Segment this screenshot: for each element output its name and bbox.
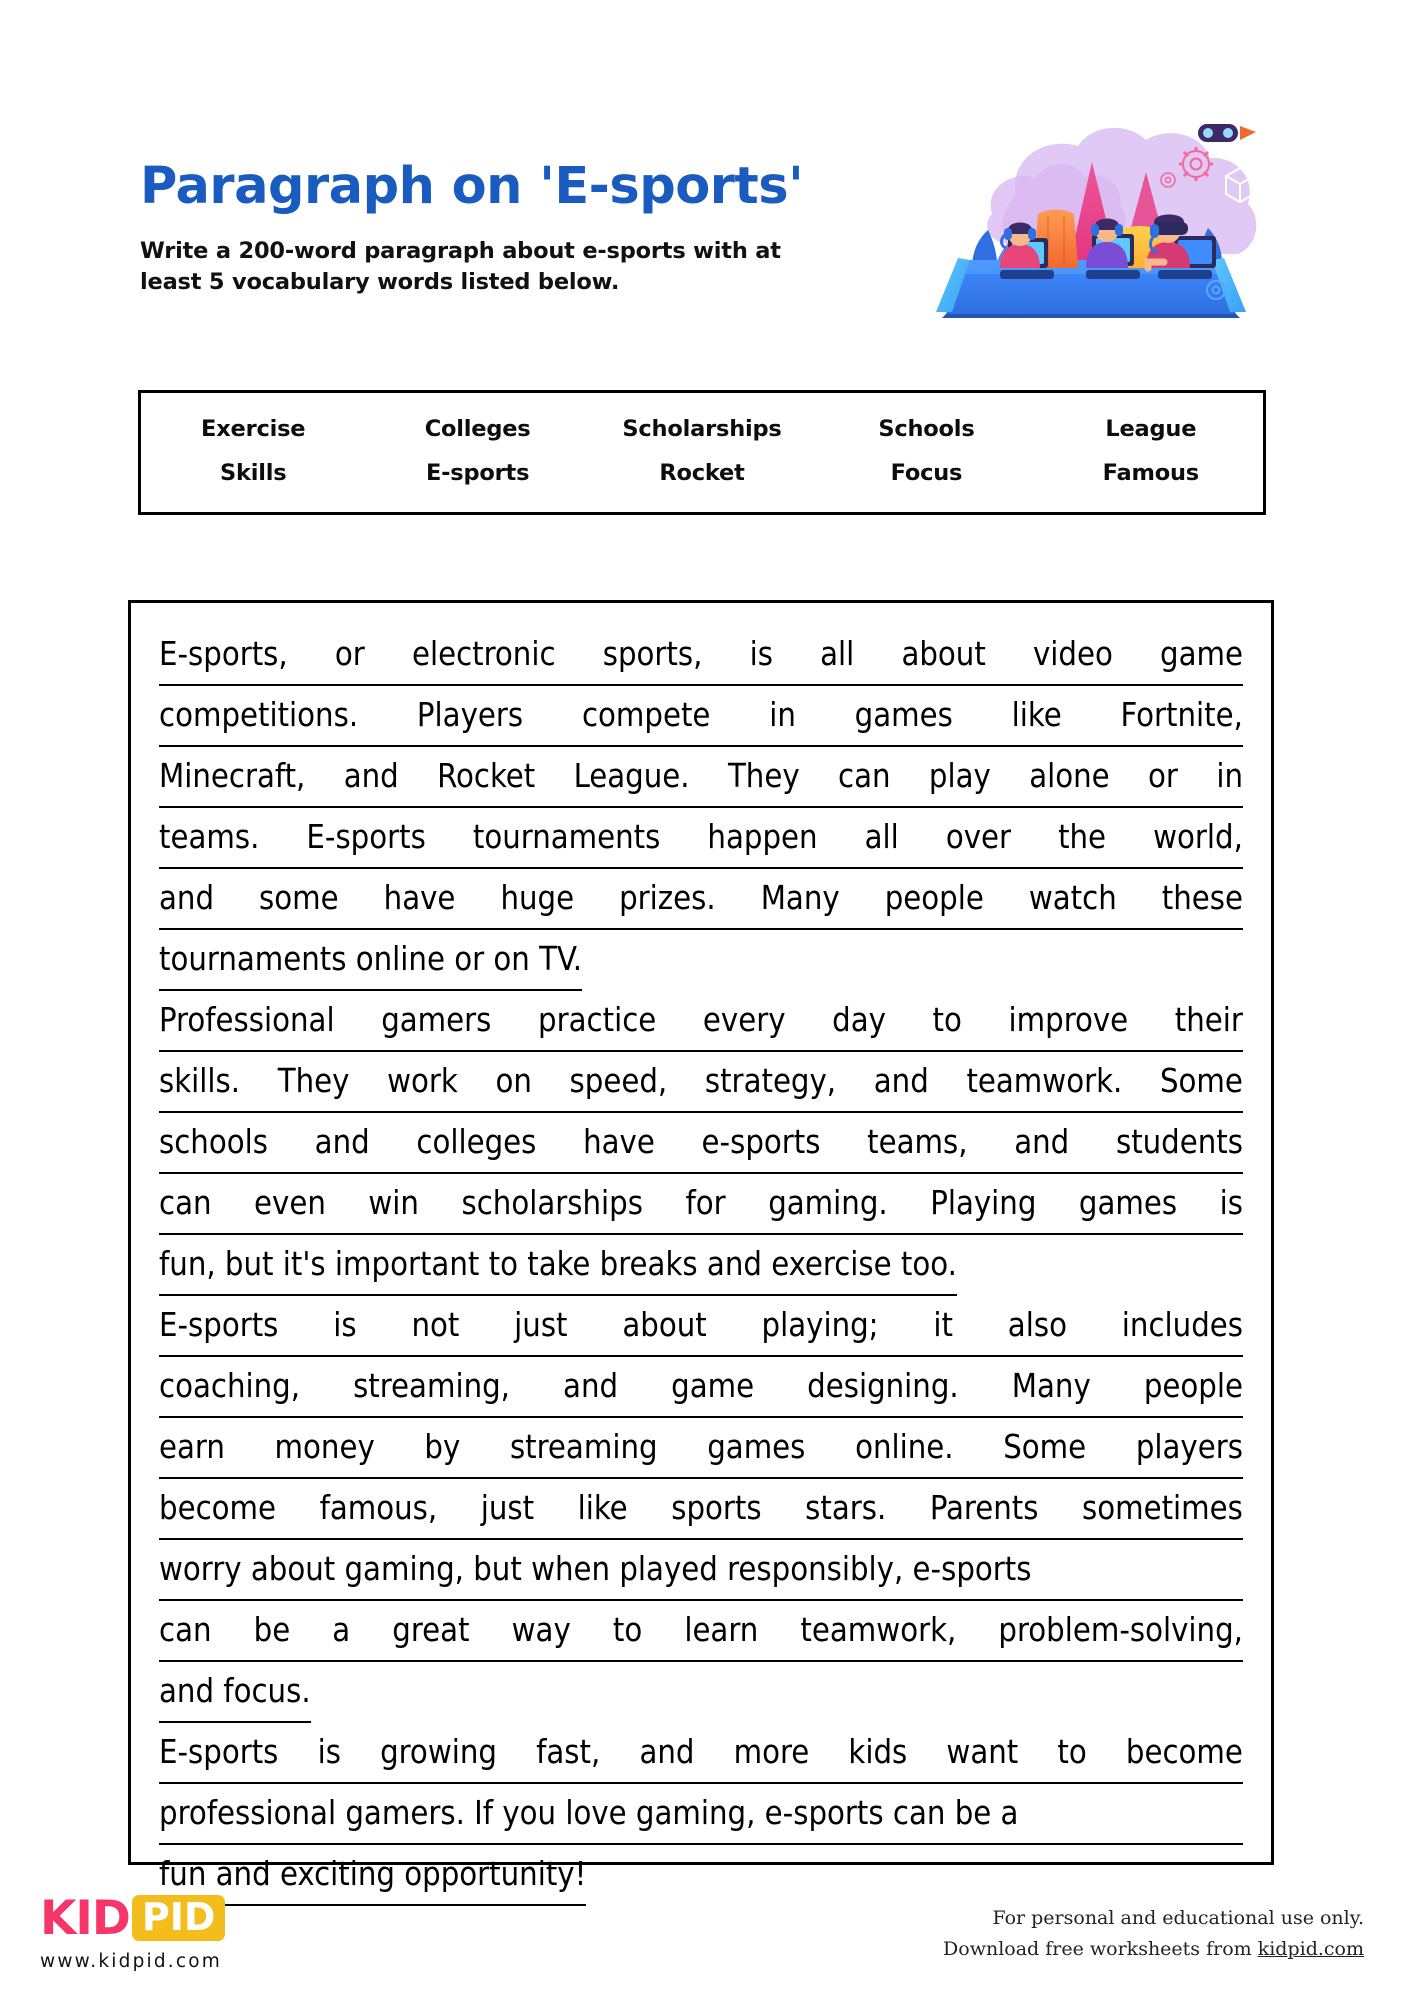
answer-word: or: [334, 635, 365, 673]
answer-word: Fortnite,: [1120, 696, 1243, 734]
answer-word: all: [820, 635, 855, 673]
answer-word: improve: [1008, 1001, 1129, 1039]
answer-word: Playing: [930, 1184, 1037, 1222]
answer-line: [159, 1479, 1243, 1540]
answer-word: and: [314, 1123, 370, 1161]
answer-word: not: [411, 1306, 460, 1344]
answer-word: coaching,: [159, 1367, 300, 1405]
answer-word: teams,: [867, 1123, 968, 1161]
answer-word: teamwork.: [966, 1062, 1123, 1100]
answer-word: Some: [1003, 1428, 1087, 1466]
answer-word: to: [612, 1611, 643, 1649]
answer-word: Many: [760, 879, 840, 917]
answer-line: [159, 1296, 1243, 1357]
answer-word: problem-solving,: [998, 1611, 1243, 1649]
esports-gamers-illustration: [896, 118, 1286, 318]
answer-line: [159, 1357, 1243, 1418]
vocab-word: Skills: [219, 459, 287, 486]
answer-word: sometimes: [1082, 1489, 1243, 1527]
answer-word: have: [583, 1123, 655, 1161]
answer-line: professional gamers. If you love gaming, e-sports can be a: [159, 1784, 1243, 1845]
answer-word: and: [639, 1733, 695, 1771]
answer-word: by: [424, 1428, 461, 1466]
answer-word: more: [733, 1733, 810, 1771]
answer-paragraph: [159, 991, 1243, 1296]
answer-word: E-sports,: [159, 635, 288, 673]
answer-word: speed,: [569, 1062, 668, 1100]
answer-word: and: [159, 879, 215, 917]
answer-word: learn: [684, 1611, 759, 1649]
answer-word: just: [514, 1306, 568, 1344]
answer-word: sports: [671, 1489, 762, 1527]
answer-line: [159, 1601, 1243, 1662]
vr-badge-icon: [1198, 124, 1256, 142]
answer-word: and: [1014, 1123, 1070, 1161]
answer-word: and: [563, 1367, 619, 1405]
answer-word: games: [1078, 1184, 1178, 1222]
answer-word: and: [873, 1062, 929, 1100]
vr-headset-icon: [1154, 222, 1188, 235]
answer-word: money: [274, 1428, 375, 1466]
answer-line: [159, 747, 1243, 808]
answer-word: electronic: [411, 635, 556, 673]
vocab-word: Scholarships: [622, 415, 782, 442]
answer-word: skills.: [159, 1062, 241, 1100]
answer-word: Rocket: [437, 757, 536, 795]
answer-word: in: [1216, 757, 1243, 795]
answer-word: players: [1135, 1428, 1243, 1466]
answer-word: Professional: [159, 1001, 335, 1039]
answer-word: online.: [855, 1428, 954, 1466]
keyboard-1-icon: [1000, 270, 1054, 279]
answer-line: [159, 869, 1243, 930]
answer-word: is: [317, 1733, 341, 1771]
answer-word: earn: [159, 1428, 225, 1466]
answer-word: famous,: [319, 1489, 438, 1527]
answer-word: practice: [538, 1001, 657, 1039]
answer-word: Minecraft,: [159, 757, 306, 795]
vocab-word: E-sports: [425, 459, 530, 486]
answer-word: play: [928, 757, 991, 795]
answer-writing-area[interactable]: [128, 600, 1274, 1893]
vocab-word: Schools: [878, 415, 975, 442]
answer-word: their: [1174, 1001, 1243, 1039]
answer-word: can: [838, 757, 891, 795]
answer-line: [159, 991, 1243, 1052]
title-block: [140, 157, 860, 299]
answer-word: includes: [1121, 1306, 1243, 1344]
answer-word: win: [368, 1184, 419, 1222]
answer-word: E-sports: [159, 1306, 279, 1344]
answer-word: game: [671, 1367, 755, 1405]
answer-line: [159, 1723, 1243, 1784]
answer-word: prizes.: [619, 879, 716, 917]
answer-line-wrap: [159, 1662, 1243, 1723]
answer-word: E-sports: [159, 1733, 279, 1771]
vocabulary-row-2: [141, 451, 1263, 495]
answer-word: teamwork,: [800, 1611, 957, 1649]
answer-line: [159, 1113, 1243, 1174]
answer-word: just: [480, 1489, 535, 1527]
answer-word: the: [1058, 818, 1107, 856]
answer-word: students: [1115, 1123, 1243, 1161]
answer-word: streaming: [509, 1428, 658, 1466]
answer-word: a: [332, 1611, 351, 1649]
answer-line: fun and exciting opportunity!: [159, 1845, 586, 1906]
answer-word: these: [1161, 879, 1243, 917]
answer-word: games: [707, 1428, 806, 1466]
answer-word: E-sports: [306, 818, 426, 856]
answer-word: playing;: [761, 1306, 879, 1344]
answer-word: and: [343, 757, 399, 795]
answer-line: worry about gaming, but when played responsibly, e-sports: [159, 1540, 1243, 1601]
answer-word: on: [495, 1062, 532, 1100]
logo-url: www.kidpid.com: [40, 1951, 222, 1972]
answer-word: even: [254, 1184, 326, 1222]
answer-line: fun, but it's important to take breaks and exercise too.: [159, 1235, 957, 1296]
answer-word: way: [511, 1611, 571, 1649]
answer-word: like: [577, 1489, 628, 1527]
answer-line: [159, 1174, 1243, 1235]
answer-word: streaming,: [353, 1367, 510, 1405]
vocab-word: Famous: [1102, 459, 1199, 486]
answer-word: stars.: [805, 1489, 887, 1527]
answer-line-wrap: [159, 930, 1243, 991]
answer-word: colleges: [416, 1123, 537, 1161]
answer-word: can: [159, 1184, 212, 1222]
answer-word: sports,: [602, 635, 703, 673]
footer-note-prefix: Download free worksheets from: [943, 1937, 1258, 1960]
kidpid-logo[interactable]: [40, 1892, 460, 1972]
answer-word: They: [277, 1062, 350, 1100]
answer-word: growing: [380, 1733, 497, 1771]
answer-line: and focus.: [159, 1662, 311, 1723]
keyboard-2-icon: [1086, 270, 1140, 279]
vocab-word: Colleges: [424, 415, 531, 442]
answer-word: every: [702, 1001, 786, 1039]
worksheet-instructions: Write a 200-word paragraph about e-sports with at least 5 vocabulary words listed below.: [140, 237, 781, 296]
answer-word: Some: [1159, 1062, 1243, 1100]
answer-word: is: [1219, 1184, 1243, 1222]
answer-word: day: [832, 1001, 886, 1039]
answer-word: is: [333, 1306, 357, 1344]
answer-word: all: [864, 818, 899, 856]
answer-word: like: [1011, 696, 1062, 734]
logo-mark: [40, 1892, 460, 1944]
footer-note-line-2: [943, 1934, 1364, 1964]
answer-word: tournaments: [472, 818, 661, 856]
answer-word: some: [259, 879, 339, 917]
vocab-word: Exercise: [201, 415, 306, 442]
answer-word: Many: [1011, 1367, 1091, 1405]
vocab-word: Rocket: [659, 459, 745, 486]
answer-word: games: [854, 696, 953, 734]
answer-word: League.: [573, 757, 690, 795]
answer-word: competitions.: [159, 696, 359, 734]
answer-word: have: [383, 879, 456, 917]
footer-note-line-1: For personal and educational use only.: [992, 1907, 1364, 1930]
answer-word: become: [159, 1489, 277, 1527]
vocabulary-row-1: [141, 407, 1263, 451]
answer-word: Players: [416, 696, 524, 734]
answer-word: game: [1160, 635, 1243, 673]
answer-line: [159, 625, 1243, 686]
answer-word: or: [1148, 757, 1178, 795]
answer-word: happen: [707, 818, 818, 856]
worksheet-footer: [0, 1860, 1414, 2000]
vocab-word: Focus: [890, 459, 963, 486]
vocabulary-word-bank: [138, 390, 1266, 515]
answer-word: alone: [1029, 757, 1110, 795]
answer-word: strategy,: [704, 1062, 837, 1100]
answer-word: to: [932, 1001, 962, 1039]
page-title: Paragraph on 'E-sports': [140, 157, 804, 216]
vocab-word: League: [1105, 415, 1197, 442]
footer-usage-note: [943, 1903, 1364, 1964]
answer-line: [159, 1052, 1243, 1113]
answer-word: to: [1057, 1733, 1087, 1771]
answer-word: want: [946, 1733, 1019, 1771]
desk-base-icon: [942, 314, 1240, 318]
answer-line: [159, 808, 1243, 869]
keyboard-3-icon: [1158, 270, 1212, 279]
answer-word: about: [901, 635, 986, 673]
answer-word: it: [933, 1306, 953, 1344]
answer-word: watch: [1028, 879, 1117, 917]
answer-line: [159, 1418, 1243, 1479]
answer-word: over: [945, 818, 1012, 856]
answer-word: huge: [500, 879, 575, 917]
kidpid-link[interactable]: kidpid.com: [1257, 1937, 1364, 1960]
answer-word: video: [1032, 635, 1113, 673]
answer-paragraph: [159, 1296, 1243, 1723]
answer-word: teams.: [159, 818, 260, 856]
esports-illustration-svg: [896, 118, 1286, 318]
answer-word: people: [884, 879, 984, 917]
answer-word: gaming.: [768, 1184, 888, 1222]
answer-word: schools: [159, 1123, 268, 1161]
answer-word: in: [769, 696, 796, 734]
answer-word: can: [159, 1611, 212, 1649]
answer-line-wrap: [159, 1235, 1243, 1296]
answer-word: gamers: [381, 1001, 492, 1039]
answer-word: become: [1125, 1733, 1243, 1771]
answer-word: great: [392, 1611, 470, 1649]
answer-word: world,: [1153, 818, 1243, 856]
answer-word: scholarships: [461, 1184, 643, 1222]
answer-word: about: [622, 1306, 707, 1344]
answer-word: also: [1007, 1306, 1067, 1344]
logo-pid-text: PID: [132, 1895, 226, 1941]
answer-word: work: [387, 1062, 458, 1100]
answer-word: They: [727, 757, 800, 795]
worksheet-header: [0, 0, 1414, 370]
answer-word: designing.: [807, 1367, 959, 1405]
answer-word: kids: [848, 1733, 908, 1771]
answer-line: tournaments online or on TV.: [159, 930, 582, 991]
answer-word: people: [1143, 1367, 1243, 1405]
answer-word: for: [685, 1184, 726, 1222]
answer-paragraph: [159, 625, 1243, 991]
answer-word: e-sports: [701, 1123, 821, 1161]
answer-word: compete: [581, 696, 711, 734]
answer-line: [159, 686, 1243, 747]
answer-word: Parents: [929, 1489, 1039, 1527]
answer-word: is: [749, 635, 773, 673]
answer-word: be: [253, 1611, 291, 1649]
answer-word: fast,: [536, 1733, 601, 1771]
logo-kid-text: KID: [40, 1890, 130, 1946]
